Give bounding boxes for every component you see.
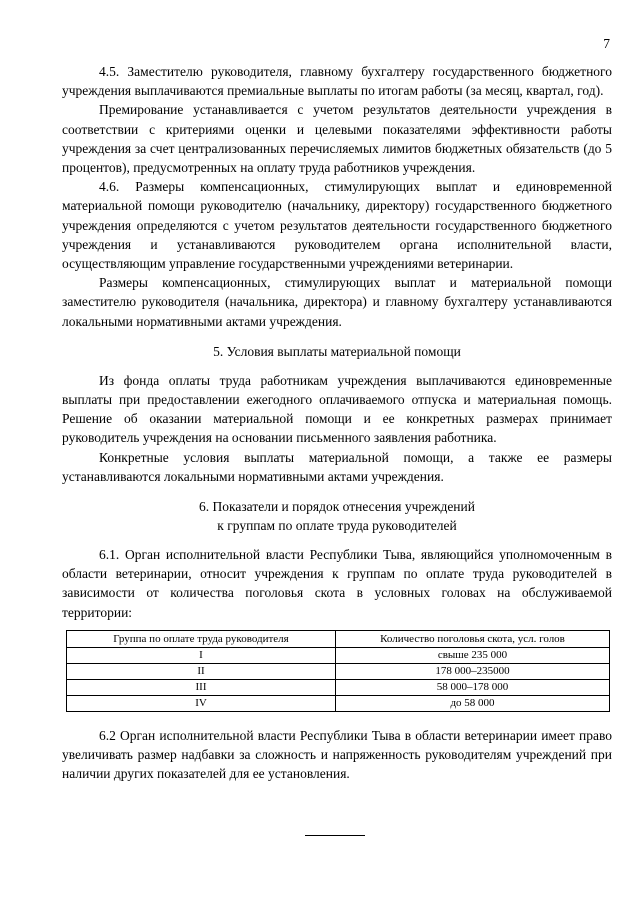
paragraph-6-2: 6.2 Орган исполнительной власти Республики Тыва в области ветеринарии имеет право увеличивать размер надбавки за сложность и напряженность руководителям учреждений при наличии других показателей для ее установления.	[62, 727, 612, 782]
paragraph-aid-conditions: Конкретные условия выплаты материальной помощи, а также ее размеры устанавливаются локальными нормативными актами учреждения.	[62, 449, 612, 484]
table-cell-livestock: 178 000–235000	[336, 663, 610, 679]
table-cell-group: IV	[67, 695, 336, 711]
document-body	[62, 62, 612, 783]
column-header-group: Группа по оплате труда руководителя	[67, 630, 336, 647]
page-number: 7	[603, 36, 610, 51]
table-row	[67, 679, 610, 695]
paragraph-bonus: Премирование устанавливается с учетом результатов деятельности учреждения в соответствии с критериями оценки и целевыми показателями эффективности работы учреждения за счет централизованных перечисляемых лимитов бюджетных обязательств (до 5 процентов), предусмотренных на оплату труда работников учреждения.	[62, 102, 612, 176]
table-cell-group: III	[67, 679, 336, 695]
section-6-title-line-1: 6. Показатели и порядок отнесения учреждений	[199, 499, 475, 515]
paragraph-4-5: 4.5. Заместителю руководителя, главному бухгалтеру государственного бюджетного учреждения выплачиваются премиальные выплаты по итогам работы (за месяц, квартал, год).	[62, 64, 612, 99]
section-6-title	[62, 497, 612, 535]
table-cell-group: II	[67, 663, 336, 679]
table-header-row	[67, 630, 610, 647]
table-cell-livestock: до 58 000	[336, 695, 610, 711]
groups-table	[66, 630, 610, 712]
paragraph-material-aid: Из фонда оплаты труда работникам учреждения выплачиваются единовременные выплаты при предоставлении ежегодного оплачиваемого отпуска и материальная помощь. Решение об оказании материальной помощи и ее конкретных размерах принимает руководитель учреждения на основании письменного заявления работника.	[62, 372, 612, 446]
paragraph-deputy-payments: Размеры компенсационных, стимулирующих выплат и материальной помощи заместителю руководителя (начальника, директора) и главному бухгалтеру устанавливаются локальными нормативными актами учреждения.	[62, 275, 612, 329]
paragraph-4-6: 4.6. Размеры компенсационных, стимулирующих выплат и единовременной материальной помощи руководителю (начальнику, директору) государственного бюджетного учреждения определяются с учетом результатов деятельности государственного бюджетного учреждения и устанавливаются руководителем органа исполнительной власти, осуществляющим управление государственными учреждениями ветеринарии.	[62, 179, 612, 272]
column-header-livestock: Количество поголовья скота, усл. голов	[336, 630, 610, 647]
table-cell-livestock: 58 000–178 000	[336, 679, 610, 695]
footer-divider	[305, 835, 365, 836]
table-cell-livestock: свыше 235 000	[336, 647, 610, 663]
table-row	[67, 647, 610, 663]
table-row	[67, 663, 610, 679]
section-6-title-line-2: к группам по оплате труда руководителей	[217, 518, 457, 534]
table-cell-group: I	[67, 647, 336, 663]
section-5-title: 5. Условия выплаты материальной помощи	[213, 343, 461, 359]
paragraph-6-1: 6.1. Орган исполнительной власти Республики Тыва, являющийся уполномоченным в области ветеринарии, относит учреждения к группам по оплате труда руководителей в зависимости от количества поголовья скота в условных головах на обслуживаемой территории:	[62, 547, 612, 620]
table-row	[67, 695, 610, 711]
